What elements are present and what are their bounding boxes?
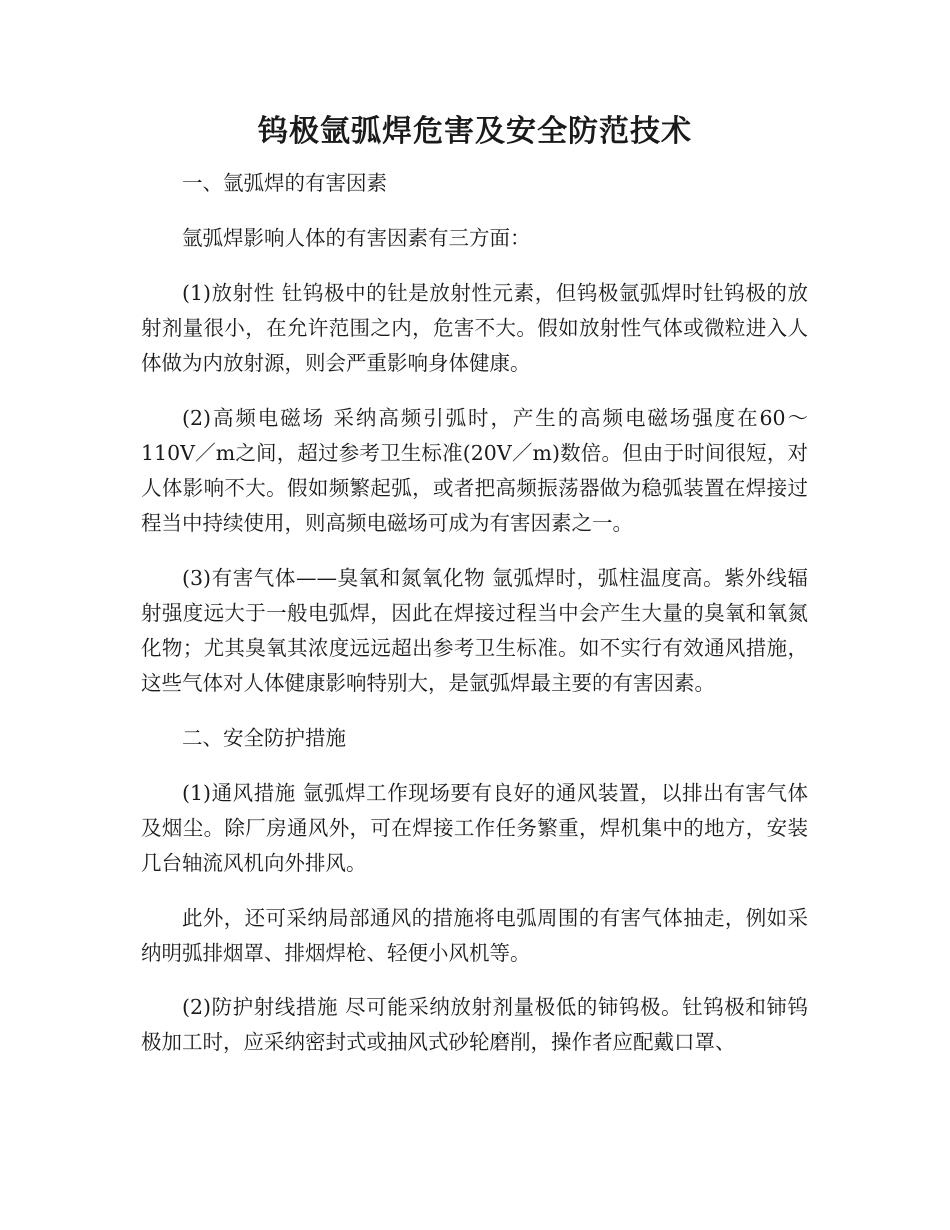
paragraph-high-frequency: (2)高频电磁场 采纳高频引弧时，产生的高频电磁场强度在60～110V／m之间，超过参考卫生标准(20V／m)数倍。但由于时间很短，对人体影响不大。假如频繁起弧，或者把高频振荡器做为稳弧装置在焊接过程当中持续使用，则高频电磁场可成为有害因素之一。 xyxy=(141,406,808,535)
paragraph-harmful-gases: (3)有害气体——臭氧和氮氧化物 氩弧焊时，弧柱温度高。紫外线辐射强度远大于一般电弧焊，因此在焊接过程当中会产生大量的臭氧和氧氮化物；尤其臭氧其浓度远远超出参考卫生标准。如不实行有效通风措施，这些气体对人体健康影响特别大，是氩弧焊最主要的有害因素。 xyxy=(141,566,808,695)
document-body xyxy=(141,166,808,1080)
document-title: 钨极氩弧焊危害及安全防范技术 xyxy=(258,114,692,149)
section-heading-protection: 二、安全防护措施 xyxy=(182,726,346,750)
paragraph-local-ventilation: 此外，还可采纳局部通风的措施将电弧周围的有害气体抽走，例如采纳明弧排烟罩、排烟焊枪、轻便小风机等。 xyxy=(141,906,808,965)
paragraph-radioactivity: (1)放射性 钍钨极中的钍是放射性元素，但钨极氩弧焊时钍钨极的放射剂量很小，在允许范围之内，危害不大。假如放射性气体或微粒进入人体做为内放射源，则会严重影响身体健康。 xyxy=(141,281,808,375)
paragraph-radiation-protection: (2)防护射线措施 尽可能采纳放射剂量极低的铈钨极。钍钨极和铈钨极加工时，应采纳密封式或抽风式砂轮磨削，操作者应配戴口罩、 xyxy=(141,995,808,1054)
paragraph-ventilation: (1)通风措施 氩弧焊工作现场要有良好的通风装置，以排出有害气体及烟尘。除厂房通风外，可在焊接工作任务繁重，焊机集中的地方，安装几台轴流风机向外排风。 xyxy=(141,781,808,875)
paragraph-intro: 氩弧焊影响人体的有害因素有三方面： xyxy=(182,226,531,250)
section-heading-hazards: 一、氩弧焊的有害因素 xyxy=(182,171,387,195)
